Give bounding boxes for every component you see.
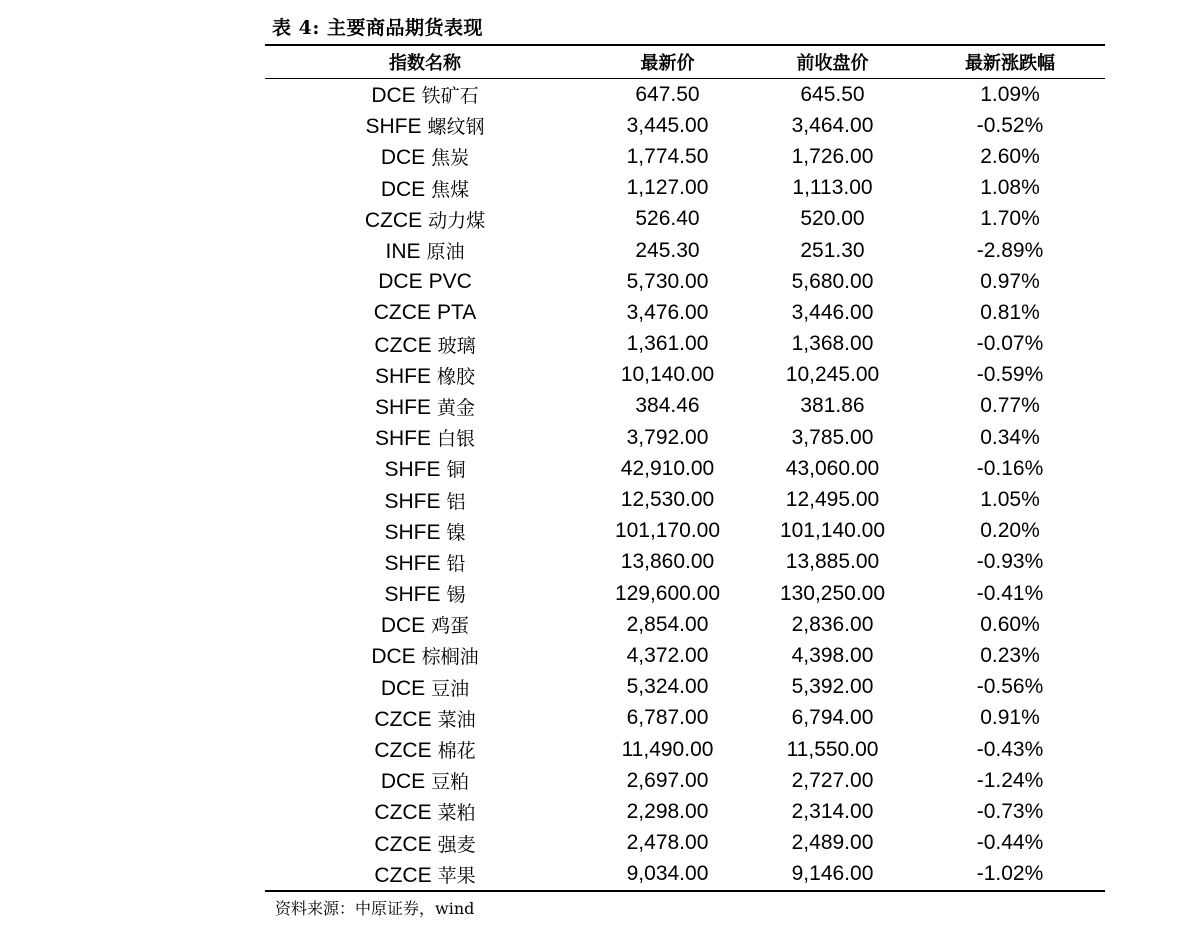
exchange-code: SHFE (374, 427, 431, 451)
exchange-code: SHFE (384, 489, 441, 513)
exchange-code: SHFE (374, 364, 431, 388)
cell-latest-change: -0.44% (976, 831, 1044, 855)
cell-latest-change: -0.52% (976, 113, 1044, 137)
cell-index-name (265, 110, 585, 141)
exchange-code: SHFE (384, 520, 441, 544)
cell-prev-close: 2,836.00 (791, 612, 874, 636)
cell-latest-price: 12,530.00 (620, 488, 715, 512)
cell-prev-close: 520.00 (800, 207, 865, 231)
cell-prev-close: 101,140.00 (779, 519, 886, 543)
header-latest-price: 最新价 (640, 53, 695, 74)
table-row (265, 578, 1105, 609)
table-row (265, 297, 1105, 328)
cell-index-name (265, 578, 585, 609)
commodity-name: 焦煤 (431, 178, 470, 201)
commodity-name: 铜 (446, 459, 466, 482)
cell-latest-price: 2,478.00 (626, 831, 709, 855)
cell-latest-price: 2,298.00 (626, 799, 709, 823)
table-body (265, 79, 1105, 891)
cell-latest-change: 1.08% (980, 176, 1040, 200)
table-row (265, 734, 1105, 765)
futures-table (265, 44, 1105, 892)
table-row (265, 672, 1105, 703)
exchange-code: SHFE (384, 583, 441, 607)
table-row (265, 235, 1105, 266)
commodity-name: 原油 (426, 241, 465, 264)
commodity-name: 焦炭 (431, 147, 470, 170)
cell-prev-close: 381.86 (800, 394, 865, 418)
commodity-name: 镍 (446, 521, 466, 544)
exchange-code: CZCE (374, 333, 432, 357)
table-row (265, 391, 1105, 422)
table-row (265, 609, 1105, 640)
cell-index-name (265, 640, 585, 671)
cell-prev-close: 4,398.00 (791, 643, 874, 667)
source-note: 资料来源：中原证券，wind (275, 899, 475, 918)
cell-latest-change: -0.59% (976, 363, 1044, 387)
exchange-code: SHFE (374, 395, 431, 419)
cell-latest-price: 42,910.00 (620, 456, 715, 480)
commodity-name: 黄金 (437, 396, 476, 419)
table-row (265, 204, 1105, 235)
cell-index-name (265, 422, 585, 453)
table-header (265, 45, 1105, 79)
cell-index-name (265, 703, 585, 734)
cell-index-name (265, 547, 585, 578)
cell-latest-price: 2,854.00 (626, 612, 709, 636)
table-row (265, 640, 1105, 671)
exchange-code: CZCE (374, 832, 432, 856)
commodity-name: 强麦 (437, 833, 476, 856)
cell-prev-close: 645.50 (800, 82, 865, 106)
cell-prev-close: 1,726.00 (791, 144, 874, 168)
cell-prev-close: 3,446.00 (791, 300, 874, 324)
table-row (265, 484, 1105, 515)
commodity-name: 棉花 (437, 740, 476, 763)
cell-latest-change: -0.73% (976, 799, 1044, 823)
cell-index-name (265, 828, 585, 859)
cell-index-name (265, 297, 585, 328)
cell-index-name (265, 173, 585, 204)
commodity-name: 动力煤 (428, 209, 486, 232)
cell-prev-close: 3,785.00 (791, 425, 874, 449)
cell-prev-close: 2,727.00 (791, 768, 874, 792)
table-row (265, 765, 1105, 796)
commodity-name: 鸡蛋 (431, 615, 470, 638)
cell-index-name (265, 516, 585, 547)
cell-latest-change: 1.70% (980, 207, 1040, 231)
commodity-name: 豆油 (431, 677, 470, 700)
table-row (265, 110, 1105, 141)
cell-latest-price: 526.40 (635, 207, 700, 231)
cell-latest-price: 1,127.00 (626, 176, 709, 200)
commodity-name: 苹果 (437, 864, 476, 887)
cell-latest-change: 0.20% (980, 519, 1040, 543)
cell-latest-change: -0.41% (976, 581, 1044, 605)
cell-latest-change: -0.56% (976, 675, 1044, 699)
table-row (265, 141, 1105, 172)
table-row (265, 859, 1105, 891)
header-row (265, 45, 1105, 79)
cell-latest-price: 3,476.00 (626, 300, 709, 324)
cell-prev-close: 6,794.00 (791, 706, 874, 730)
cell-latest-change: 0.91% (980, 706, 1040, 730)
commodity-name: 豆粕 (431, 771, 470, 794)
cell-latest-price: 1,774.50 (626, 144, 709, 168)
table-row (265, 703, 1105, 734)
cell-prev-close: 9,146.00 (791, 862, 874, 886)
cell-index-name (265, 453, 585, 484)
table-row (265, 422, 1105, 453)
commodity-name: 螺纹钢 (427, 116, 485, 139)
cell-latest-change: 0.23% (980, 643, 1040, 667)
cell-latest-change: 1.09% (980, 82, 1040, 106)
cell-latest-price: 5,730.00 (626, 269, 709, 293)
cell-index-name (265, 484, 585, 515)
exchange-code: SHFE (365, 115, 422, 139)
exchange-code: CZCE (364, 208, 423, 232)
commodity-name: PVC (428, 269, 472, 293)
cell-latest-change: 0.97% (980, 269, 1040, 293)
table-row (265, 360, 1105, 391)
commodity-name: 橡胶 (437, 365, 476, 388)
cell-latest-price: 4,372.00 (626, 643, 709, 667)
cell-latest-change: 1.05% (980, 488, 1040, 512)
cell-prev-close: 43,060.00 (785, 456, 880, 480)
table-row (265, 828, 1105, 859)
table-row (265, 516, 1105, 547)
cell-latest-change: -1.02% (976, 862, 1044, 886)
cell-index-name (265, 360, 585, 391)
exchange-code: CZCE (373, 300, 431, 324)
commodity-name: PTA (436, 300, 477, 324)
table-row (265, 453, 1105, 484)
table-row (265, 79, 1105, 111)
commodity-name: 玻璃 (437, 334, 476, 357)
cell-latest-change: -0.16% (976, 456, 1044, 480)
cell-latest-price: 245.30 (635, 238, 700, 262)
exchange-code: DCE (380, 676, 426, 700)
cell-latest-price: 6,787.00 (626, 706, 709, 730)
commodity-name: 棕榈油 (421, 646, 479, 669)
cell-latest-price: 647.50 (635, 82, 700, 106)
cell-latest-change: 0.34% (980, 425, 1040, 449)
exchange-code: DCE (371, 84, 416, 108)
cell-latest-price: 384.46 (635, 394, 700, 418)
table-row (265, 329, 1105, 360)
exchange-code: DCE (380, 614, 426, 638)
cell-latest-change: 0.60% (980, 612, 1040, 636)
header-prev-close: 前收盘价 (796, 53, 869, 74)
cell-index-name (265, 235, 585, 266)
futures-table-container (265, 44, 1105, 892)
cell-latest-change: -0.93% (976, 550, 1044, 574)
cell-prev-close: 251.30 (800, 238, 865, 262)
cell-prev-close: 5,392.00 (791, 675, 874, 699)
cell-prev-close: 11,550.00 (786, 737, 879, 761)
cell-latest-change: 0.77% (980, 394, 1040, 418)
exchange-code: CZCE (374, 739, 432, 763)
cell-index-name (265, 796, 585, 827)
cell-index-name (265, 391, 585, 422)
exchange-code: INE (385, 240, 421, 264)
commodity-name: 菜油 (437, 708, 476, 731)
table-row (265, 547, 1105, 578)
cell-index-name (265, 672, 585, 703)
cell-prev-close: 2,489.00 (791, 831, 874, 855)
cell-prev-close: 5,680.00 (791, 269, 874, 293)
header-latest-change: 最新涨跌幅 (965, 53, 1055, 74)
cell-index-name (265, 609, 585, 640)
exchange-code: CZCE (374, 707, 432, 731)
exchange-code: SHFE (384, 551, 441, 575)
cell-prev-close: 13,885.00 (785, 550, 880, 574)
cell-prev-close: 130,250.00 (779, 581, 886, 605)
cell-latest-change: -1.24% (976, 768, 1044, 792)
commodity-name: 锡 (446, 584, 466, 607)
table-row (265, 796, 1105, 827)
cell-index-name (265, 204, 585, 235)
cell-latest-price: 5,324.00 (626, 675, 709, 699)
cell-index-name (265, 859, 585, 891)
exchange-code: CZCE (374, 863, 432, 887)
cell-latest-price: 3,792.00 (626, 425, 709, 449)
exchange-code: DCE (380, 177, 426, 201)
commodity-name: 菜粕 (437, 802, 476, 825)
cell-prev-close: 12,495.00 (785, 488, 880, 512)
exchange-code: DCE (371, 645, 416, 669)
cell-latest-change: -2.89% (976, 238, 1044, 262)
cell-index-name (265, 734, 585, 765)
cell-latest-price: 1,361.00 (626, 332, 709, 356)
cell-latest-price: 2,697.00 (626, 768, 709, 792)
cell-prev-close: 1,113.00 (792, 176, 873, 200)
cell-latest-price: 3,445.00 (626, 113, 709, 137)
exchange-code: CZCE (374, 801, 432, 825)
cell-latest-price: 101,170.00 (614, 519, 721, 543)
cell-index-name (265, 141, 585, 172)
cell-latest-price: 11,490.00 (621, 737, 714, 761)
cell-index-name (265, 329, 585, 360)
cell-latest-change: 0.81% (980, 300, 1040, 324)
cell-latest-price: 10,140.00 (620, 363, 715, 387)
cell-index-name (265, 266, 585, 297)
commodity-name: 铁矿石 (421, 85, 479, 108)
exchange-code: SHFE (384, 458, 441, 482)
header-index-name: 指数名称 (389, 53, 461, 74)
commodity-name: 铝 (446, 490, 466, 513)
table-row (265, 266, 1105, 297)
exchange-code: DCE (380, 770, 426, 794)
commodity-name: 白银 (437, 428, 476, 451)
exchange-code: DCE (380, 146, 426, 170)
commodity-name: 铅 (446, 552, 466, 575)
cell-index-name (265, 765, 585, 796)
exchange-code: DCE (378, 269, 423, 293)
table-row (265, 173, 1105, 204)
cell-latest-price: 9,034.00 (626, 862, 709, 886)
cell-latest-change: -0.07% (976, 332, 1044, 356)
cell-latest-change: -0.43% (976, 737, 1044, 761)
cell-prev-close: 3,464.00 (791, 113, 874, 137)
cell-latest-price: 129,600.00 (614, 581, 721, 605)
cell-latest-change: 2.60% (980, 144, 1040, 168)
cell-index-name (265, 79, 585, 111)
cell-prev-close: 1,368.00 (791, 332, 874, 356)
cell-prev-close: 2,314.00 (791, 799, 874, 823)
cell-prev-close: 10,245.00 (785, 363, 880, 387)
table-title: 表 4: 主要商品期货表现 (272, 17, 483, 39)
cell-latest-price: 13,860.00 (620, 550, 715, 574)
